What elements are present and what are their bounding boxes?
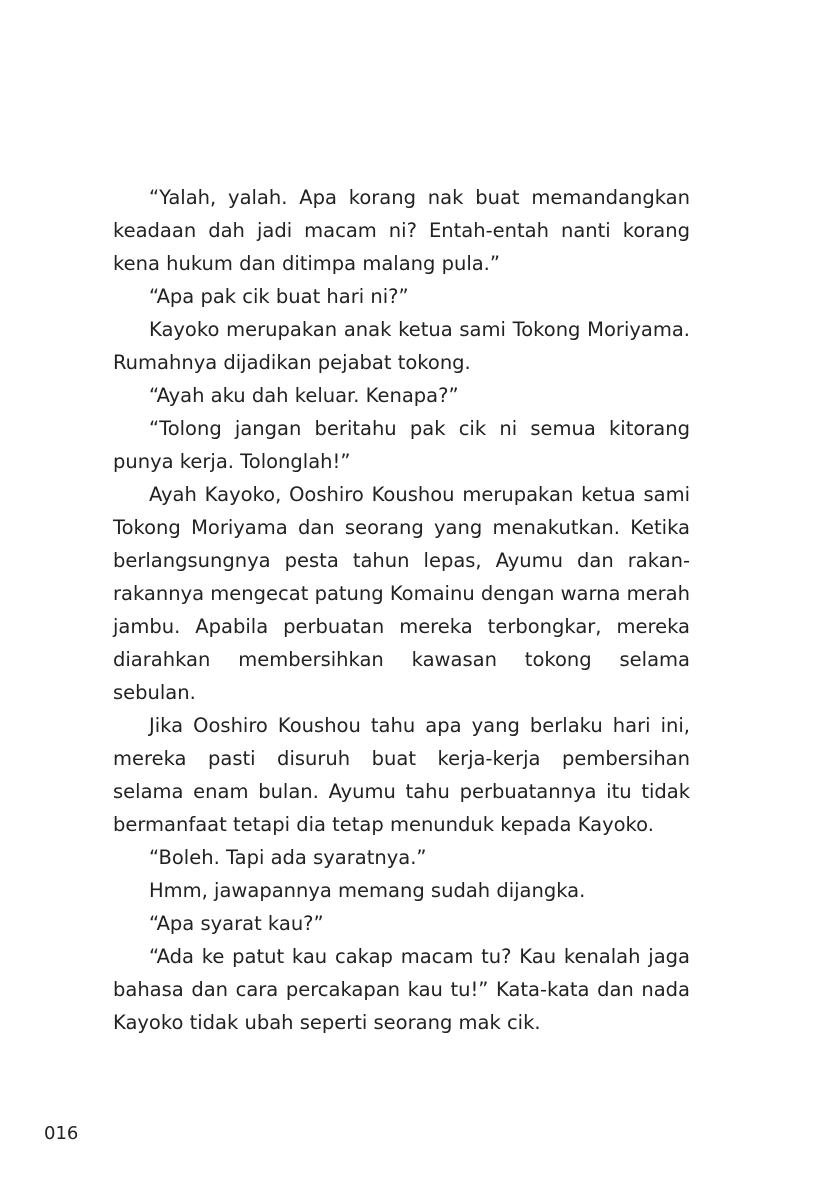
- paragraph: Kayoko merupakan anak ketua sami Tokong Moriyama. Rumahnya dijadikan pejabat tokong.: [113, 318, 690, 374]
- paragraph: Jika Ooshiro Koushou tahu apa yang berlaku hari ini, mereka pasti disuruh buat kerja-kerja pembersihan selama enam bulan. Ayumu tahu perbuatannya itu tidak bermanfaat tetapi dia tetap menunduk kepada Kayoko.: [113, 714, 690, 836]
- paragraph: “Apa pak cik buat hari ni?”: [149, 285, 409, 308]
- paragraph: “Tolong jangan beritahu pak cik ni semua kitorang punya kerja. Tolonglah!”: [113, 417, 690, 473]
- paragraph: “Ada ke patut kau cakap macam tu? Kau kenalah jaga bahasa dan cara percakapan kau tu!” Kata-kata dan nada Kayoko tidak ubah seperti seorang mak cik.: [113, 945, 690, 1034]
- paragraph: “Boleh. Tapi ada syaratnya.”: [149, 846, 427, 869]
- paragraph: Ayah Kayoko, Ooshiro Koushou merupakan ketua sami Tokong Moriyama dan seorang yang menakutkan. Ketika berlangsungnya pesta tahun lepas, Ayumu dan rakan-rakannya mengecat patung Komainu dengan warna merah jambu. Apabila perbuatan mereka terbongkar, mereka diarahkan membersihkan kawasan tokong selama sebulan.: [113, 483, 690, 704]
- paragraph: “Apa syarat kau?”: [149, 912, 324, 935]
- paragraph: Hmm, jawapannya memang sudah dijangka.: [149, 879, 586, 902]
- body-text: [113, 181, 690, 1039]
- page-number: 016: [44, 1123, 79, 1144]
- paragraph: “Yalah, yalah. Apa korang nak buat memandangkan keadaan dah jadi macam ni? Entah-entah nanti korang kena hukum dan ditimpa malang pula.”: [113, 186, 690, 275]
- paragraph: “Ayah aku dah keluar. Kenapa?”: [149, 384, 459, 407]
